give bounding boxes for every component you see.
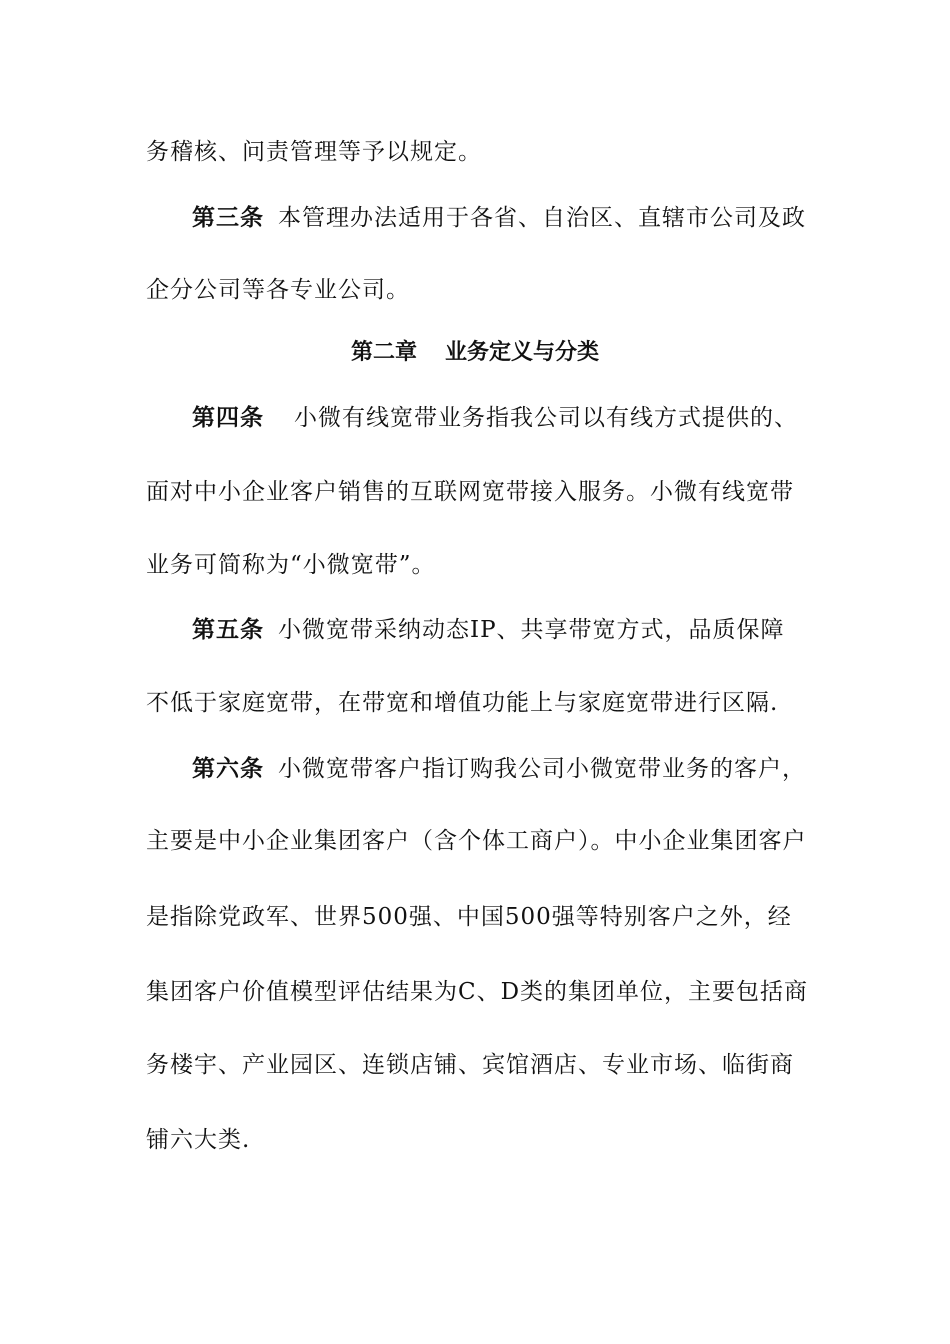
article-6-text: 小微宽带客户指订购我公司小微宽带业务的客户， [278, 756, 806, 782]
article-4-text: 小微有线宽带业务指我公司以有线方式提供的、 [294, 405, 798, 431]
article-3-text: 本管理办法适用于各省、自治区、直辖市公司及政 [278, 205, 806, 231]
article-6-line-6: 铺六大类. [146, 1127, 251, 1153]
article-6-line-4: 集团客户价值模型评估结果为C、D类的集团单位，主要包括商 [146, 979, 809, 1005]
article-6-line-5: 务楼宇、产业园区、连锁店铺、宾馆酒店、专业市场、临街商 [146, 1052, 794, 1078]
chapter-heading [0, 338, 950, 368]
continuation-text: 务稽核、问责管理等予以规定。 [146, 139, 482, 165]
article-5-line-2: 不低于家庭宽带，在带宽和增值功能上与家庭宽带进行区隔. [146, 690, 779, 716]
article-3-line-1 [192, 203, 806, 233]
article-3-label: 第三条 [192, 205, 264, 231]
article-4-line-2: 面对中小企业客户销售的互联网宽带接入服务。小微有线宽带 [146, 479, 794, 505]
article-4-line-1 [192, 403, 798, 433]
article-6-label: 第六条 [192, 756, 264, 782]
article-5-text: 小微宽带采纳动态IP、共享带宽方式，品质保障 [278, 617, 785, 643]
article-5-line-1 [192, 615, 785, 645]
chapter-title: 业务定义与分类 [445, 340, 600, 365]
article-5-label: 第五条 [192, 617, 264, 643]
article-6-line-1 [192, 754, 806, 784]
chapter-number: 第二章 [350, 340, 417, 365]
article-3-line-2: 企分公司等各专业公司。 [146, 277, 410, 303]
article-6-line-3: 是指除党政军、世界500强、中国500强等特别客户之外，经 [146, 904, 792, 930]
article-4-label: 第四条 [192, 405, 264, 431]
article-6-line-2: 主要是中小企业集团客户（含个体工商户）。中小企业集团客户 [146, 828, 807, 854]
article-4-line-3: 业务可简称为“小微宽带”。 [146, 552, 436, 578]
